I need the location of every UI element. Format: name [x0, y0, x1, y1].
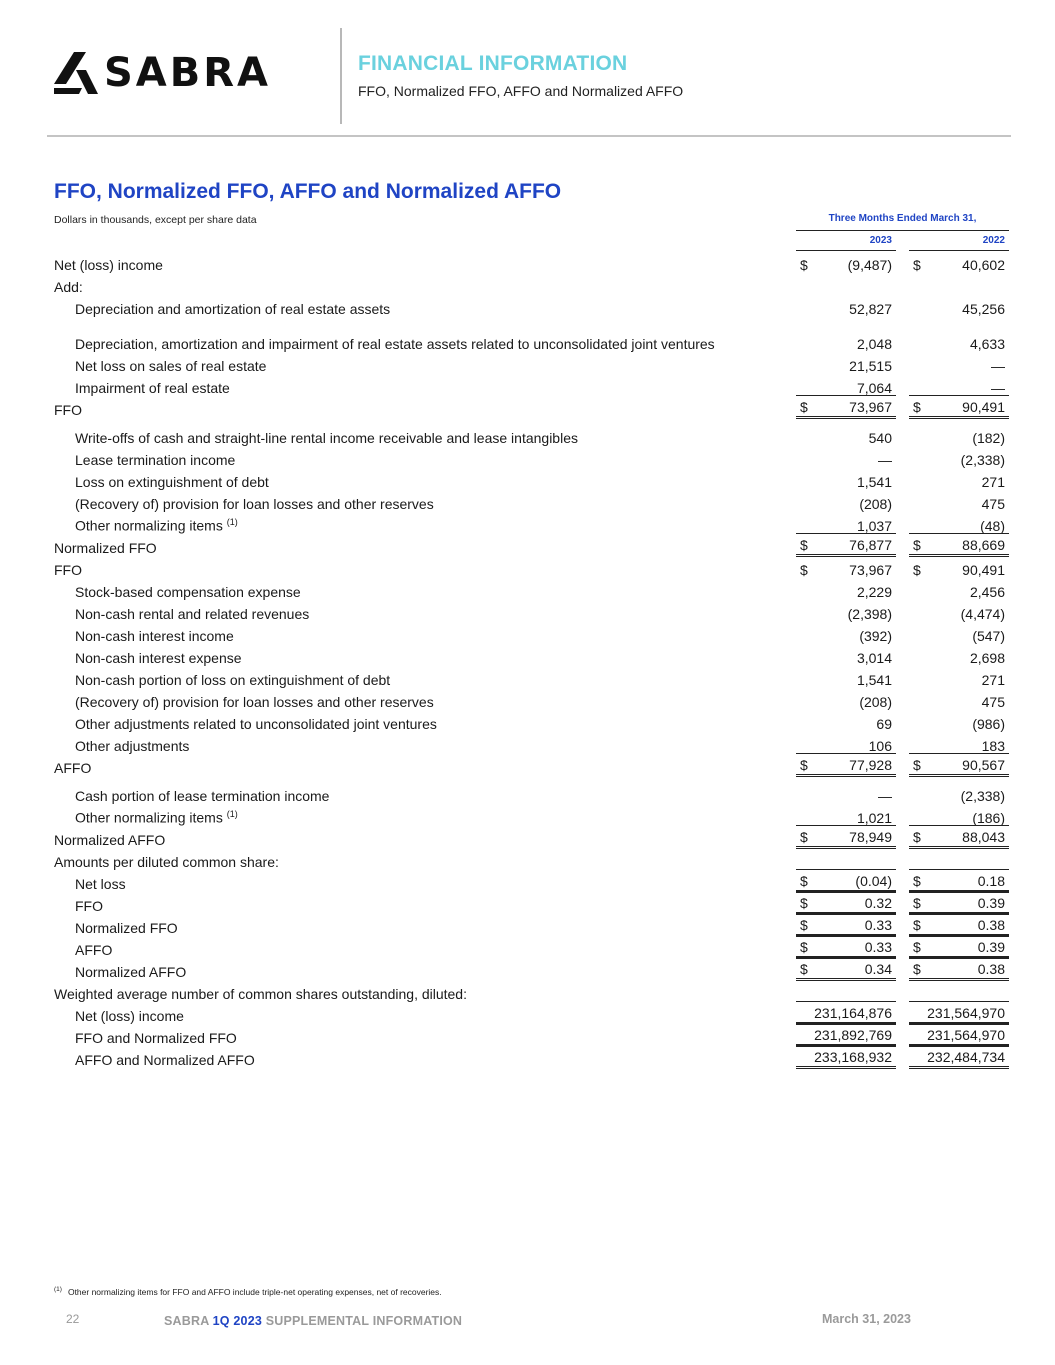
- cell-value: (48): [980, 518, 1005, 534]
- cell-value: 69: [876, 716, 892, 732]
- value-cell-2023: [796, 493, 896, 513]
- table-row: [54, 296, 1010, 318]
- footnote: [54, 1286, 442, 1297]
- value-cell-2022: [909, 851, 1009, 871]
- row-label: Weighted average number of common shares outstanding, diluted:: [54, 986, 467, 1002]
- value-cell-2022: [909, 1001, 1009, 1025]
- footer-quarter: 1Q 2023: [212, 1314, 263, 1328]
- table-row: [54, 1047, 1010, 1069]
- cell-value: 475: [981, 496, 1005, 512]
- logo-wordmark: SABRA: [104, 50, 272, 96]
- cell-value: —: [878, 452, 892, 468]
- currency-symbol: $: [800, 961, 808, 977]
- cell-value: 73,967: [849, 399, 892, 415]
- table-row: [54, 274, 1010, 296]
- cell-value: (2,398): [847, 606, 892, 622]
- currency-symbol: $: [913, 562, 921, 578]
- cell-value: 90,567: [962, 757, 1005, 773]
- footer-title: [164, 1314, 462, 1328]
- row-label: Net (loss) income: [54, 257, 163, 273]
- table-row: [54, 959, 1010, 981]
- footnote-text: Other normalizing items for FFO and AFFO include triple-net operating expenses, net of recoveries.: [67, 1287, 442, 1297]
- value-cell-2022: [909, 377, 1009, 397]
- cell-value: (2,338): [960, 788, 1005, 804]
- table-row: [54, 469, 1010, 491]
- value-cell-2023: [796, 333, 896, 353]
- row-label: AFFO: [54, 760, 92, 776]
- value-cell-2022: [909, 581, 1009, 601]
- table-row: [54, 893, 1010, 915]
- row-label: Normalized AFFO: [75, 964, 187, 980]
- row-label: Other adjustments: [75, 738, 190, 754]
- footer-suffix: SUPPLEMENTAL INFORMATION: [262, 1314, 463, 1328]
- row-label: Stock-based compensation expense: [75, 584, 301, 600]
- currency-symbol: $: [913, 829, 921, 845]
- sabra-logo: [52, 50, 271, 96]
- cell-value: 106: [868, 738, 892, 754]
- cell-value: 0.33: [864, 939, 892, 955]
- cell-value: —: [991, 380, 1005, 396]
- value-cell-2022: [909, 298, 1009, 318]
- currency-symbol: $: [913, 873, 921, 889]
- currency-symbol: $: [913, 961, 921, 977]
- table-row: [54, 711, 1010, 733]
- cell-value: 78,949: [849, 829, 892, 845]
- cell-value: 475: [981, 694, 1005, 710]
- value-cell-2022: [909, 807, 1009, 827]
- cell-value: (547): [972, 628, 1005, 644]
- value-cell-2022: [909, 1023, 1009, 1047]
- row-label: FFO: [54, 562, 82, 578]
- table-row: [54, 937, 1010, 959]
- cell-value: 231,564,970: [927, 1027, 1005, 1043]
- cell-value: 73,967: [849, 562, 892, 578]
- year-underline: [909, 250, 1009, 251]
- row-label: Normalized FFO: [75, 920, 178, 936]
- cell-value: 1,541: [856, 474, 892, 490]
- row-label: Cash portion of lease termination income: [75, 788, 330, 804]
- value-cell-2022: [909, 647, 1009, 667]
- period-underline: [796, 230, 1009, 231]
- value-cell-2023: [796, 449, 896, 469]
- row-label: Non-cash interest income: [75, 628, 234, 644]
- value-cell-2023: [796, 691, 896, 711]
- value-cell-2023: [796, 276, 896, 296]
- value-cell-2023: [796, 935, 896, 959]
- sabra-logo-icon: [52, 50, 98, 96]
- row-label: AFFO: [75, 942, 113, 958]
- cell-value: 540: [868, 430, 892, 446]
- cell-value: 2,456: [969, 584, 1005, 600]
- table-row: [54, 667, 1010, 689]
- table-row: [54, 318, 1010, 353]
- table-row: [54, 419, 1010, 447]
- year-underline: [796, 250, 896, 251]
- table-row: [54, 397, 1010, 419]
- row-label: Impairment of real estate: [75, 380, 230, 396]
- cell-value: 76,877: [849, 537, 892, 553]
- currency-symbol: $: [913, 399, 921, 415]
- value-cell-2023: [796, 669, 896, 689]
- currency-symbol: $: [913, 537, 921, 553]
- value-cell-2022: [909, 869, 1009, 893]
- value-cell-2022: [909, 427, 1009, 447]
- cell-value: (392): [859, 628, 892, 644]
- value-cell-2023: [796, 785, 896, 805]
- currency-symbol: $: [913, 895, 921, 911]
- cell-value: (0.04): [855, 873, 892, 889]
- table-row: [54, 871, 1010, 893]
- cell-value: 0.32: [864, 895, 892, 911]
- value-cell-2022: [909, 825, 1009, 849]
- value-cell-2022: [909, 957, 1009, 981]
- row-label: Loss on extinguishment of debt: [75, 474, 269, 490]
- cell-value: 0.38: [977, 917, 1005, 933]
- value-cell-2023: [796, 825, 896, 849]
- value-cell-2022: [909, 471, 1009, 491]
- currency-symbol: $: [800, 562, 808, 578]
- value-cell-2023: [796, 647, 896, 667]
- year-header-2023: 2023: [869, 235, 892, 246]
- value-cell-2023: [796, 1023, 896, 1047]
- value-cell-2022: [909, 713, 1009, 733]
- value-cell-2022: [909, 625, 1009, 645]
- value-cell-2023: [796, 1001, 896, 1025]
- value-cell-2023: [796, 471, 896, 491]
- cell-value: 2,229: [856, 584, 892, 600]
- cell-value: 231,892,769: [814, 1027, 892, 1043]
- value-cell-2023: [796, 581, 896, 601]
- row-label: Other adjustments related to unconsolidated joint ventures: [75, 716, 437, 732]
- cell-value: 271: [981, 672, 1005, 688]
- table-row: [54, 601, 1010, 623]
- currency-symbol: $: [800, 757, 808, 773]
- cell-value: 271: [981, 474, 1005, 490]
- cell-value: (4,474): [960, 606, 1005, 622]
- row-label: Other normalizing items $^{(1)}$: [75, 517, 238, 534]
- cell-value: (208): [859, 694, 892, 710]
- row-label: AFFO and Normalized AFFO: [75, 1052, 255, 1068]
- row-label: Depreciation and amortization of real estate assets: [75, 301, 391, 317]
- value-cell-2022: [909, 753, 1009, 777]
- value-cell-2022: [909, 785, 1009, 805]
- cell-value: —: [878, 788, 892, 804]
- value-cell-2022: [909, 533, 1009, 557]
- cell-value: 0.39: [977, 939, 1005, 955]
- currency-symbol: $: [800, 895, 808, 911]
- value-cell-2023: [796, 395, 896, 419]
- table-caption: Dollars in thousands, except per share data: [54, 214, 257, 226]
- cell-value: (986): [972, 716, 1005, 732]
- row-label: Add:: [54, 279, 83, 295]
- table-row: [54, 1025, 1010, 1047]
- value-cell-2023: [796, 851, 896, 871]
- currency-symbol: $: [800, 829, 808, 845]
- cell-value: 233,168,932: [814, 1049, 892, 1065]
- row-label: Normalized FFO: [54, 540, 157, 556]
- cell-value: 7,064: [856, 380, 892, 396]
- row-label: FFO and Normalized FFO: [75, 1030, 237, 1046]
- row-label: Amounts per diluted common share:: [54, 854, 279, 870]
- table-row: [54, 557, 1010, 579]
- table-row: [54, 623, 1010, 645]
- value-cell-2023: [796, 891, 896, 915]
- row-label: Write-offs of cash and straight-line rental income receivable and lease intangibles: [75, 430, 578, 446]
- table-row: [54, 805, 1010, 827]
- value-cell-2023: [796, 625, 896, 645]
- section-subtitle: FFO, Normalized FFO, AFFO and Normalized AFFO: [358, 83, 684, 99]
- value-cell-2023: [796, 533, 896, 557]
- cell-value: 0.38: [977, 961, 1005, 977]
- row-label: Non-cash interest expense: [75, 650, 242, 666]
- currency-symbol: $: [800, 257, 808, 273]
- cell-value: 3,014: [856, 650, 892, 666]
- currency-symbol: $: [800, 873, 808, 889]
- value-cell-2022: [909, 603, 1009, 623]
- cell-value: 231,564,970: [927, 1005, 1005, 1021]
- cell-value: 40,602: [962, 257, 1005, 273]
- table-row: [54, 777, 1010, 805]
- cell-value: (186): [972, 810, 1005, 826]
- value-cell-2023: [796, 807, 896, 827]
- row-label: Net loss on sales of real estate: [75, 358, 267, 374]
- table-row: [54, 689, 1010, 711]
- table-row: [54, 915, 1010, 937]
- cell-value: 90,491: [962, 562, 1005, 578]
- footer-date: March 31, 2023: [822, 1312, 911, 1326]
- value-cell-2022: [909, 891, 1009, 915]
- row-label: Depreciation, amortization and impairment of real estate assets related to unconsolidated joint ventures: [75, 336, 715, 352]
- table-row: [54, 733, 1010, 755]
- row-label: Non-cash rental and related revenues: [75, 606, 310, 622]
- currency-symbol: $: [913, 257, 921, 273]
- cell-value: 4,633: [969, 336, 1005, 352]
- value-cell-2023: [796, 427, 896, 447]
- cell-value: (182): [972, 430, 1005, 446]
- cell-value: 88,043: [962, 829, 1005, 845]
- value-cell-2022: [909, 669, 1009, 689]
- cell-value: 0.34: [864, 961, 892, 977]
- year-header-2022: 2022: [982, 235, 1005, 246]
- footer-prefix: SABRA: [164, 1314, 213, 1328]
- table-row: [54, 849, 1010, 871]
- currency-symbol: $: [913, 917, 921, 933]
- currency-symbol: $: [913, 939, 921, 955]
- value-cell-2022: [909, 515, 1009, 535]
- cell-value: 0.39: [977, 895, 1005, 911]
- page-header: [0, 0, 1055, 137]
- table-row: [54, 579, 1010, 601]
- value-cell-2023: [796, 298, 896, 318]
- cell-value: 232,484,734: [927, 1049, 1005, 1065]
- value-cell-2023: [796, 603, 896, 623]
- value-cell-2022: [909, 935, 1009, 959]
- cell-value: 1,541: [856, 672, 892, 688]
- table-row: [54, 491, 1010, 513]
- value-cell-2023: [796, 869, 896, 893]
- value-cell-2022: [909, 395, 1009, 419]
- table-row: [54, 252, 1010, 274]
- value-cell-2023: [796, 983, 896, 1003]
- cell-value: 1,021: [856, 810, 892, 826]
- value-cell-2023: [796, 913, 896, 937]
- cell-value: —: [991, 358, 1005, 374]
- value-cell-2023: [796, 713, 896, 733]
- table-title: FFO, Normalized FFO, AFFO and Normalized AFFO: [54, 180, 562, 203]
- table-row: [54, 1003, 1010, 1025]
- cell-value: 0.18: [977, 873, 1005, 889]
- header-divider: [340, 28, 342, 124]
- cell-value: 1,037: [856, 518, 892, 534]
- footnote-marker: (1): [54, 1286, 62, 1293]
- cell-value: (2,338): [960, 452, 1005, 468]
- value-cell-2023: [796, 1045, 896, 1069]
- footnote-ref: (1): [226, 517, 238, 528]
- currency-symbol: $: [800, 939, 808, 955]
- value-cell-2022: [909, 254, 1009, 274]
- table-row: [54, 447, 1010, 469]
- value-cell-2023: [796, 559, 896, 579]
- cell-value: 231,164,876: [814, 1005, 892, 1021]
- value-cell-2023: [796, 753, 896, 777]
- currency-symbol: $: [913, 757, 921, 773]
- row-label: Other normalizing items $^{(1)}$: [75, 809, 238, 826]
- footnote-ref: (1): [226, 809, 238, 820]
- value-cell-2022: [909, 493, 1009, 513]
- value-cell-2022: [909, 559, 1009, 579]
- row-label: (Recovery of) provision for loan losses and other reserves: [75, 496, 434, 512]
- cell-value: 77,928: [849, 757, 892, 773]
- cell-value: (208): [859, 496, 892, 512]
- cell-value: 0.33: [864, 917, 892, 933]
- currency-symbol: $: [800, 399, 808, 415]
- table-row: [54, 513, 1010, 535]
- value-cell-2023: [796, 377, 896, 397]
- row-label: (Recovery of) provision for loan losses and other reserves: [75, 694, 434, 710]
- table-row: [54, 375, 1010, 397]
- cell-value: 21,515: [849, 358, 892, 374]
- value-cell-2022: [909, 983, 1009, 1003]
- section-title: FINANCIAL INFORMATION: [358, 52, 628, 75]
- cell-value: 183: [981, 738, 1005, 754]
- table-row: [54, 353, 1010, 375]
- period-header: Three Months Ended March 31,: [828, 213, 977, 224]
- value-cell-2023: [796, 254, 896, 274]
- table-row: [54, 827, 1010, 849]
- value-cell-2022: [909, 691, 1009, 711]
- value-cell-2023: [796, 355, 896, 375]
- table-row: [54, 535, 1010, 557]
- value-cell-2023: [796, 515, 896, 535]
- value-cell-2022: [909, 1045, 1009, 1069]
- cell-value: 2,048: [856, 336, 892, 352]
- cell-value: (9,487): [847, 257, 892, 273]
- row-label: Net loss: [75, 876, 126, 892]
- row-label: FFO: [54, 402, 82, 418]
- page-number: 22: [66, 1312, 80, 1326]
- value-cell-2022: [909, 735, 1009, 755]
- currency-symbol: $: [800, 917, 808, 933]
- table-row: [54, 981, 1010, 1003]
- cell-value: 88,669: [962, 537, 1005, 553]
- row-label: FFO: [75, 898, 103, 914]
- financial-table: [54, 252, 1010, 1069]
- value-cell-2022: [909, 355, 1009, 375]
- cell-value: 52,827: [849, 301, 892, 317]
- cell-value: 45,256: [962, 301, 1005, 317]
- row-label: Normalized AFFO: [54, 832, 166, 848]
- value-cell-2022: [909, 333, 1009, 353]
- table-row: [54, 645, 1010, 667]
- row-label: Net (loss) income: [75, 1008, 184, 1024]
- row-label: Lease termination income: [75, 452, 236, 468]
- value-cell-2022: [909, 276, 1009, 296]
- row-label: Non-cash portion of loss on extinguishment of debt: [75, 672, 391, 688]
- header-rule: [47, 135, 1011, 137]
- value-cell-2022: [909, 913, 1009, 937]
- cell-value: 2,698: [969, 650, 1005, 666]
- value-cell-2023: [796, 957, 896, 981]
- cell-value: 90,491: [962, 399, 1005, 415]
- table-row: [54, 755, 1010, 777]
- value-cell-2022: [909, 449, 1009, 469]
- value-cell-2023: [796, 735, 896, 755]
- currency-symbol: $: [800, 537, 808, 553]
